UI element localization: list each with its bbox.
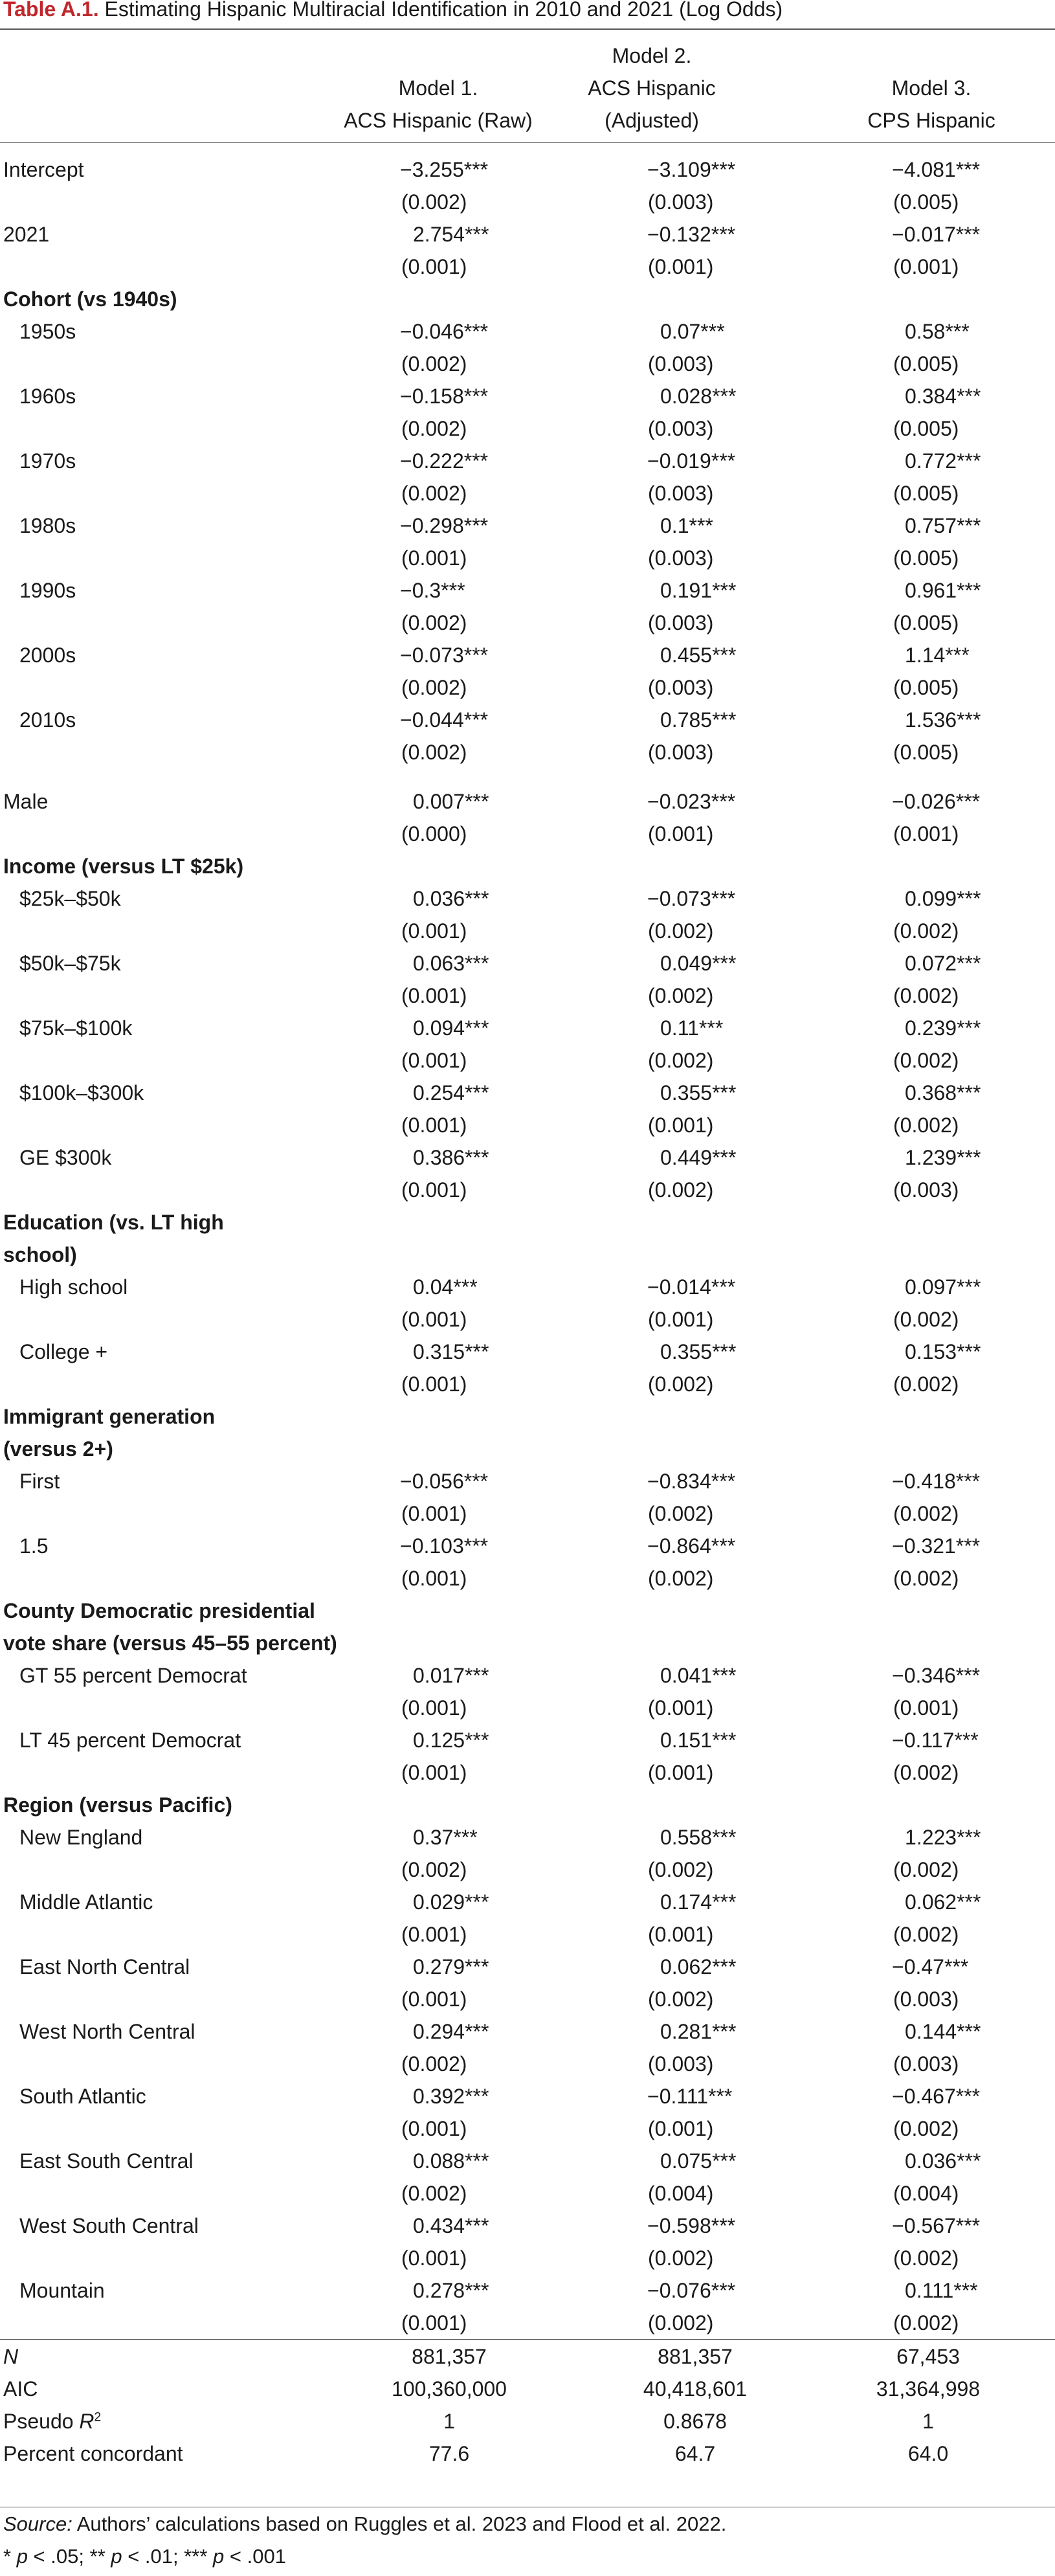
coef-model2: −0.111*** <box>647 2085 733 2108</box>
coef-model3: 0.111*** <box>905 2279 978 2302</box>
row-label: Mountain <box>19 2279 105 2302</box>
se-model3: (0.002) <box>893 1923 959 1946</box>
coef-model3: 0.036*** <box>905 2149 981 2173</box>
coef-model2: −0.132*** <box>647 223 736 246</box>
coef-model1: 0.254*** <box>413 1081 489 1104</box>
se-model2: (0.001) <box>648 1696 714 1719</box>
se-model1: (0.001) <box>401 2311 467 2335</box>
coef-model1: 0.063*** <box>413 952 489 975</box>
stat-model3: 64.0 <box>907 2442 949 2465</box>
coef-model3: 0.384*** <box>905 385 981 408</box>
stat-model3: 1 <box>922 2410 934 2433</box>
coef-model1: 0.37*** <box>413 1826 478 1849</box>
row-label: GT 55 percent Democrat <box>19 1664 247 1687</box>
row-label: Intercept <box>3 158 84 181</box>
section-heading: Income (versus LT $25k) <box>3 855 244 878</box>
header-col1-line1: Model 1. <box>398 76 478 100</box>
se-model1: (0.000) <box>401 822 467 846</box>
stat-model1: 77.6 <box>428 2442 470 2465</box>
coef-model1: 0.294*** <box>413 2020 489 2043</box>
row-label: $25k–$50k <box>19 887 121 910</box>
se-model1: (0.001) <box>401 1308 467 1331</box>
se-model1: (0.002) <box>401 482 467 505</box>
se-model3: (0.005) <box>893 611 959 634</box>
coef-model3: −0.567*** <box>892 2214 981 2237</box>
coef-model3: 0.099*** <box>905 887 981 910</box>
coef-model2: 0.049*** <box>660 952 737 975</box>
coef-model1: −0.3*** <box>400 579 465 602</box>
se-model2: (0.002) <box>648 1988 714 2011</box>
coef-model1: −0.222*** <box>400 449 489 473</box>
row-label: GE $300k <box>19 1146 112 1169</box>
se-model2: (0.003) <box>648 611 714 634</box>
se-model1: (0.001) <box>401 1696 467 1719</box>
coef-model1: −3.255*** <box>400 158 489 181</box>
top-rule <box>0 28 1055 30</box>
coef-model3: 1.14*** <box>905 644 970 667</box>
coef-model2: 0.1*** <box>660 514 713 537</box>
row-label: 1970s <box>19 449 76 473</box>
header-col2-top: Model 2. <box>612 44 692 67</box>
coef-model3: 0.757*** <box>905 514 981 537</box>
coef-model1: −0.158*** <box>400 385 489 408</box>
coef-model3: −0.346*** <box>892 1664 981 1687</box>
row-label: $75k–$100k <box>19 1016 133 1040</box>
row-label: 1960s <box>19 385 76 408</box>
row-label: College + <box>19 1340 108 1363</box>
coef-model2: 0.062*** <box>660 1955 737 1978</box>
coef-model2: −0.073*** <box>647 887 736 910</box>
se-model3: (0.003) <box>893 1988 959 2011</box>
stat-model3: 67,453 <box>896 2345 960 2368</box>
header-col1-line2: ACS Hispanic (Raw) <box>344 109 533 132</box>
coef-model2: −3.109*** <box>647 158 736 181</box>
coef-model2: −0.076*** <box>647 2279 736 2302</box>
se-model2: (0.003) <box>648 676 714 699</box>
row-label: 2010s <box>19 708 76 732</box>
coef-model2: 0.11*** <box>660 1016 724 1040</box>
se-model2: (0.003) <box>648 352 714 375</box>
coef-model3: −0.026*** <box>892 790 981 813</box>
row-label: East North Central <box>19 1955 190 1978</box>
header-rule <box>0 142 1055 143</box>
row-label: 1.5 <box>19 1534 49 1558</box>
se-model2: (0.002) <box>648 1372 714 1396</box>
coef-model1: 0.036*** <box>413 887 489 910</box>
coef-model3: −0.467*** <box>892 2085 981 2108</box>
se-model1: (0.001) <box>401 255 467 278</box>
coef-model2: 0.558*** <box>660 1826 737 1849</box>
row-label: 1980s <box>19 514 76 537</box>
se-model2: (0.003) <box>648 190 714 214</box>
coef-model3: 1.223*** <box>905 1826 981 1849</box>
coef-model2: 0.281*** <box>660 2020 737 2043</box>
se-model2: (0.003) <box>648 741 714 764</box>
row-label: $50k–$75k <box>19 952 121 975</box>
coef-model3: −0.117*** <box>892 1729 979 1752</box>
coef-model1: 0.017*** <box>413 1664 489 1687</box>
coef-model1: −0.044*** <box>400 708 489 732</box>
coef-model1: 0.029*** <box>413 1890 489 1914</box>
se-model1: (0.001) <box>401 919 467 943</box>
se-model2: (0.002) <box>648 1502 714 1525</box>
section-heading: Region (versus Pacific) <box>3 1793 232 1817</box>
section-heading-cont: school) <box>3 1243 77 1266</box>
se-model3: (0.002) <box>893 2117 959 2140</box>
table-title <box>3 0 783 22</box>
se-model3: (0.003) <box>893 1178 959 1202</box>
row-label: High school <box>19 1275 128 1299</box>
sig-t1: < .05; ** <box>27 2545 111 2568</box>
coef-model2: −0.864*** <box>647 1534 736 1558</box>
se-model2: (0.002) <box>648 1567 714 1590</box>
se-model1: (0.001) <box>401 546 467 570</box>
se-model1: (0.001) <box>401 1988 467 2011</box>
se-model3: (0.005) <box>893 190 959 214</box>
se-model1: (0.002) <box>401 352 467 375</box>
se-model2: (0.002) <box>648 919 714 943</box>
se-model2: (0.003) <box>648 546 714 570</box>
coef-model1: 2.754*** <box>413 223 489 246</box>
coef-model3: 0.772*** <box>905 449 981 473</box>
se-model3: (0.005) <box>893 741 959 764</box>
coef-model3: −0.017*** <box>892 223 981 246</box>
se-model2: (0.001) <box>648 1114 714 1137</box>
coef-model3: 0.239*** <box>905 1016 981 1040</box>
se-model1: (0.001) <box>401 1502 467 1525</box>
row-label: West North Central <box>19 2020 195 2043</box>
coef-model1: 0.392*** <box>413 2085 489 2108</box>
coef-model2: 0.028*** <box>660 385 737 408</box>
coef-model2: 0.191*** <box>660 579 737 602</box>
se-model3: (0.002) <box>893 1308 959 1331</box>
coef-model1: 0.279*** <box>413 1955 489 1978</box>
coef-model2: −0.019*** <box>647 449 736 473</box>
se-model3: (0.002) <box>893 1372 959 1396</box>
se-model2: (0.003) <box>648 482 714 505</box>
se-model3: (0.002) <box>893 1761 959 1784</box>
header-col3-line2: CPS Hispanic <box>867 109 995 132</box>
se-model3: (0.002) <box>893 1567 959 1590</box>
se-model1: (0.002) <box>401 611 467 634</box>
stat-model2: 881,357 <box>658 2345 733 2368</box>
header-col2-line3: (Adjusted) <box>605 109 699 132</box>
se-model2: (0.004) <box>648 2182 714 2205</box>
se-model3: (0.005) <box>893 417 959 440</box>
coef-model2: 0.785*** <box>660 708 737 732</box>
se-model1: (0.002) <box>401 190 467 214</box>
se-model3: (0.002) <box>893 919 959 943</box>
stat-model2: 0.8678 <box>663 2410 727 2433</box>
coef-model1: 0.088*** <box>413 2149 489 2173</box>
section-heading: County Democratic presidential <box>3 1599 315 1622</box>
coef-model2: −0.598*** <box>647 2214 736 2237</box>
se-model2: (0.002) <box>648 2246 714 2270</box>
coef-model1: −0.073*** <box>400 644 489 667</box>
sig-p2: p <box>111 2545 122 2568</box>
se-model1: (0.002) <box>401 1858 467 1881</box>
se-model1: (0.002) <box>401 2182 467 2205</box>
stat-model2: 64.7 <box>674 2442 716 2465</box>
se-model2: (0.002) <box>648 2311 714 2335</box>
sig-t3: < .001 <box>224 2545 286 2568</box>
se-model1: (0.002) <box>401 417 467 440</box>
se-model3: (0.004) <box>893 2182 959 2205</box>
coef-model3: 1.536*** <box>905 708 981 732</box>
row-label: $100k–$300k <box>19 1081 144 1104</box>
coef-model3: 1.239*** <box>905 1146 981 1169</box>
row-label: LT 45 percent Democrat <box>19 1729 241 1752</box>
stat-model1: 1 <box>443 2410 455 2433</box>
se-model1: (0.001) <box>401 1114 467 1137</box>
source-text: Authors’ calculations based on Ruggles et al. 2023 and Flood et al. 2022. <box>72 2513 727 2535</box>
se-model1: (0.001) <box>401 1567 467 1590</box>
stat-model3: 31,364,998 <box>876 2377 981 2401</box>
row-label: 2021 <box>3 223 50 246</box>
row-label: New England <box>19 1826 143 1849</box>
row-label: 2000s <box>19 644 76 667</box>
se-model1: (0.001) <box>401 984 467 1007</box>
coef-model3: 0.072*** <box>905 952 981 975</box>
se-model2: (0.001) <box>648 255 714 278</box>
row-label: First <box>19 1470 60 1493</box>
table-title-label: Table A.1. <box>3 0 99 21</box>
row-label: 1990s <box>19 579 76 602</box>
coef-model3: 0.58*** <box>905 320 970 343</box>
stat-label-r: R <box>79 2410 94 2433</box>
significance-note <box>3 2544 286 2570</box>
coef-model1: 0.278*** <box>413 2279 489 2302</box>
coef-model1: 0.094*** <box>413 1016 489 1040</box>
stat-label: Percent concordant <box>3 2442 183 2465</box>
se-model3: (0.002) <box>893 2246 959 2270</box>
coef-model3: 0.097*** <box>905 1275 981 1299</box>
row-label: West South Central <box>19 2214 199 2237</box>
row-label: Male <box>3 790 49 813</box>
se-model1: (0.001) <box>401 1761 467 1784</box>
se-model2: (0.002) <box>648 1049 714 1072</box>
coef-model1: 0.386*** <box>413 1146 489 1169</box>
se-model1: (0.001) <box>401 1923 467 1946</box>
coef-model1: 0.04*** <box>413 1275 478 1299</box>
row-label: East South Central <box>19 2149 194 2173</box>
row-label: Middle Atlantic <box>19 1890 153 1914</box>
se-model3: (0.002) <box>893 1049 959 1072</box>
se-model2: (0.002) <box>648 984 714 1007</box>
coef-model2: 0.355*** <box>660 1340 737 1363</box>
se-model3: (0.003) <box>893 2052 959 2076</box>
stat-label: AIC <box>3 2377 38 2401</box>
coef-model2: 0.041*** <box>660 1664 737 1687</box>
se-model2: (0.001) <box>648 2117 714 2140</box>
coef-model3: 0.368*** <box>905 1081 981 1104</box>
coef-model3: 0.062*** <box>905 1890 981 1914</box>
se-model1: (0.001) <box>401 1372 467 1396</box>
se-model1: (0.001) <box>401 1178 467 1202</box>
coef-model1: −0.103*** <box>400 1534 489 1558</box>
section-heading-cont: (versus 2+) <box>3 1437 113 1461</box>
header-col2-line2: ACS Hispanic <box>588 76 716 100</box>
se-model2: (0.002) <box>648 1858 714 1881</box>
se-model2: (0.002) <box>648 1178 714 1202</box>
section-heading: Immigrant generation <box>3 1405 216 1428</box>
coef-model2: 0.151*** <box>660 1729 737 1752</box>
coef-model2: 0.455*** <box>660 644 737 667</box>
stat-label <box>3 2344 18 2369</box>
section-heading-cont: vote share (versus 45–55 percent) <box>3 1631 337 1655</box>
se-model3: (0.002) <box>893 2311 959 2335</box>
se-model2: (0.001) <box>648 1923 714 1946</box>
se-model1: (0.002) <box>401 676 467 699</box>
sig-p1: p <box>16 2545 28 2568</box>
section-heading: Education (vs. LT high <box>3 1211 224 1234</box>
se-model3: (0.002) <box>893 1858 959 1881</box>
se-model1: (0.002) <box>401 2052 467 2076</box>
stats-rule <box>0 2339 1055 2340</box>
se-model3: (0.005) <box>893 352 959 375</box>
section-heading: Cohort (vs 1940s) <box>3 287 177 311</box>
coef-model2: 0.07*** <box>660 320 725 343</box>
se-model3: (0.002) <box>893 1502 959 1525</box>
stat-label <box>3 2408 101 2434</box>
stat-label-sup: 2 <box>94 2410 102 2425</box>
coef-model3: −0.321*** <box>892 1534 981 1558</box>
coef-model1: −0.298*** <box>400 514 489 537</box>
coef-model2: 0.355*** <box>660 1081 737 1104</box>
coef-model1: 0.007*** <box>413 790 489 813</box>
coef-model1: 0.125*** <box>413 1729 489 1752</box>
sig-p3: p <box>213 2545 225 2568</box>
se-model2: (0.001) <box>648 1308 714 1331</box>
coef-model3: −0.418*** <box>892 1470 981 1493</box>
header-col3-line1: Model 3. <box>891 76 972 100</box>
coef-model1: −0.046*** <box>400 320 489 343</box>
coef-model3: 0.153*** <box>905 1340 981 1363</box>
se-model1: (0.001) <box>401 1049 467 1072</box>
source-note <box>3 2511 726 2537</box>
se-model3: (0.005) <box>893 676 959 699</box>
se-model3: (0.005) <box>893 546 959 570</box>
coef-model1: 0.434*** <box>413 2214 489 2237</box>
coef-model1: −0.056*** <box>400 1470 489 1493</box>
coef-model3: 0.961*** <box>905 579 981 602</box>
se-model1: (0.001) <box>401 2246 467 2270</box>
coef-model3: −4.081*** <box>892 158 981 181</box>
se-model3: (0.001) <box>893 1696 959 1719</box>
se-model1: (0.001) <box>401 2117 467 2140</box>
stat-label-text: Pseudo <box>3 2410 80 2433</box>
se-model3: (0.001) <box>893 822 959 846</box>
coef-model2: 0.174*** <box>660 1890 737 1914</box>
coef-model1: 0.315*** <box>413 1340 489 1363</box>
coef-model2: −0.834*** <box>647 1470 736 1493</box>
se-model3: (0.002) <box>893 984 959 1007</box>
coef-model2: −0.023*** <box>647 790 736 813</box>
sig-t2: < .01; *** <box>122 2545 214 2568</box>
row-label: South Atlantic <box>19 2085 146 2108</box>
se-model2: (0.001) <box>648 822 714 846</box>
coef-model2: −0.014*** <box>647 1275 736 1299</box>
coef-model3: −0.47*** <box>892 1955 969 1978</box>
coef-model2: 0.075*** <box>660 2149 737 2173</box>
stat-model1: 100,360,000 <box>392 2377 507 2401</box>
stat-model2: 40,418,601 <box>643 2377 748 2401</box>
stat-label-text: N <box>3 2345 19 2368</box>
row-label: 1950s <box>19 320 76 343</box>
source-label: Source: <box>3 2513 72 2535</box>
se-model3: (0.005) <box>893 482 959 505</box>
se-model1: (0.002) <box>401 741 467 764</box>
table-title-text: Estimating Hispanic Multiracial Identification in 2010 and 2021 (Log Odds) <box>98 0 783 21</box>
se-model2: (0.001) <box>648 1761 714 1784</box>
se-model3: (0.001) <box>893 255 959 278</box>
se-model3: (0.002) <box>893 1114 959 1137</box>
se-model2: (0.003) <box>648 2052 714 2076</box>
sig-star1: * <box>3 2545 17 2568</box>
coef-model2: 0.449*** <box>660 1146 737 1169</box>
stat-model1: 881,357 <box>412 2345 487 2368</box>
se-model2: (0.003) <box>648 417 714 440</box>
coef-model3: 0.144*** <box>905 2020 981 2043</box>
